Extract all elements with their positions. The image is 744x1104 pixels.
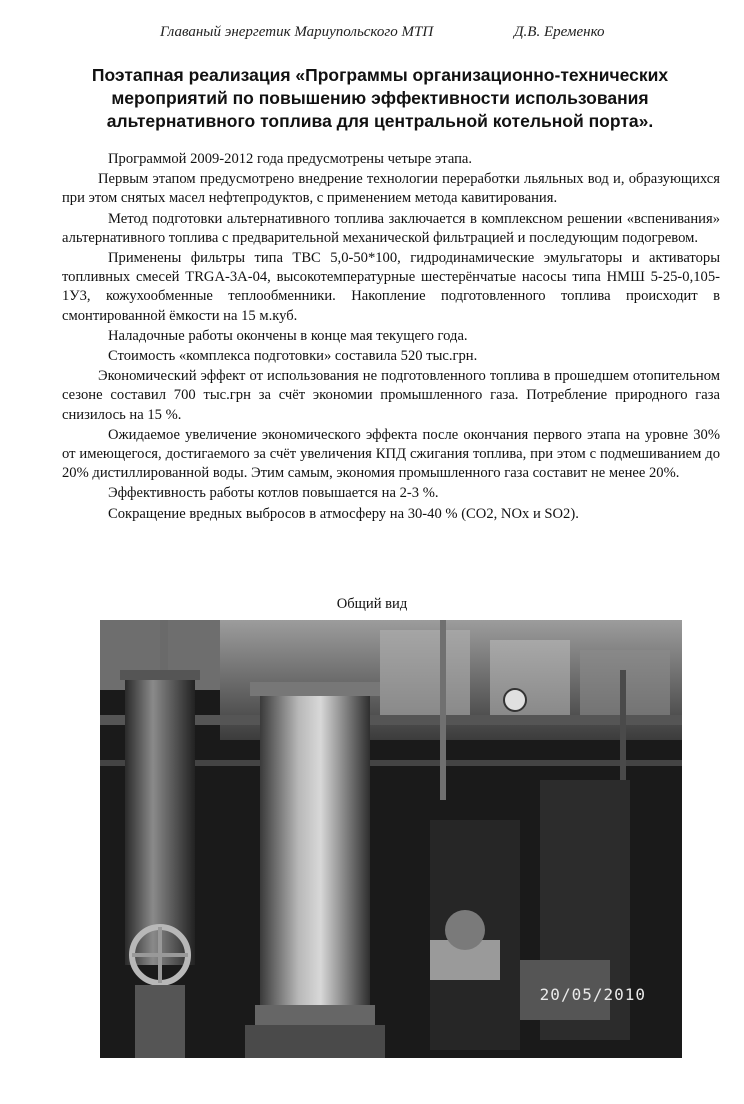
paragraph: Наладочные работы окончены в конце мая текущего года. bbox=[108, 327, 468, 344]
document-title: Поэтапная реализация «Программы организационно-технических мероприятий по повышению эффективности использования альтернативного топлива для центральной котельной порта». bbox=[91, 65, 669, 131]
paragraph: Сокращение вредных выбросов в атмосферу на 30-40 % (СО2, NOx и SO2). bbox=[108, 505, 579, 522]
author-position: Главаный энергетик Мариупольского МТП bbox=[160, 24, 434, 40]
paragraph: Эффективность работы котлов повышается на 2-3 %. bbox=[108, 485, 439, 502]
equipment-photo bbox=[100, 620, 682, 1058]
document-body bbox=[62, 150, 720, 525]
photo-timestamp: 20/05/2010 bbox=[539, 985, 646, 1004]
photo-caption: Общий вид bbox=[336, 596, 408, 612]
paragraph: Экономический эффект от использования не подготовленного топлива в прошедшем отопительном сезоне составил 700 тыс.грн за счёт экономии промышленного газа. Потребление природного газа снизилось на 15 %. bbox=[62, 368, 720, 423]
author-name: Д.В. Еременко bbox=[514, 24, 605, 40]
paragraph: Ожидаемое увеличение экономического эффекта после окончания первого этапа на уровне 30% от имеющегося, достигаемого за счёт увеличения КПД сжигания топлива, при этом с подмешиванием до 20% дистиллированной воды. Этим самым, экономия промышленного газа составит не менее 20%. bbox=[62, 426, 720, 482]
paragraph: Применены фильтры типа ТВС 5,0-50*100, гидродинамические эмульгаторы и активаторы топливных смесей TRGA-3А-04, высокотемпературные шестерёнчатые насосы типа НМШ 5-25-0,105-1У3, кожухообменные теплообменники. Накопление подготовленного топлива происходит в смонтированной ёмкости на 15 м.куб. bbox=[62, 250, 720, 324]
paragraph: Метод подготовки альтернативного топлива заключается в комплексном решении «вспенивания» альтернативного топлива с предварительной механической фильтрацией и последующим подогревом. bbox=[62, 210, 720, 246]
paragraph: Первым этапом предусмотрено внедрение технологии переработки льяльных вод и, образующихся при этом снятых масел нефтепродуктов, с применением метода кавитирования. bbox=[62, 171, 720, 207]
paragraph: Программой 2009-2012 года предусмотрены четыре этапа. bbox=[108, 151, 473, 167]
paragraph: Стоимость «комплекса подготовки» составила 520 тыс.грн. bbox=[108, 348, 478, 365]
